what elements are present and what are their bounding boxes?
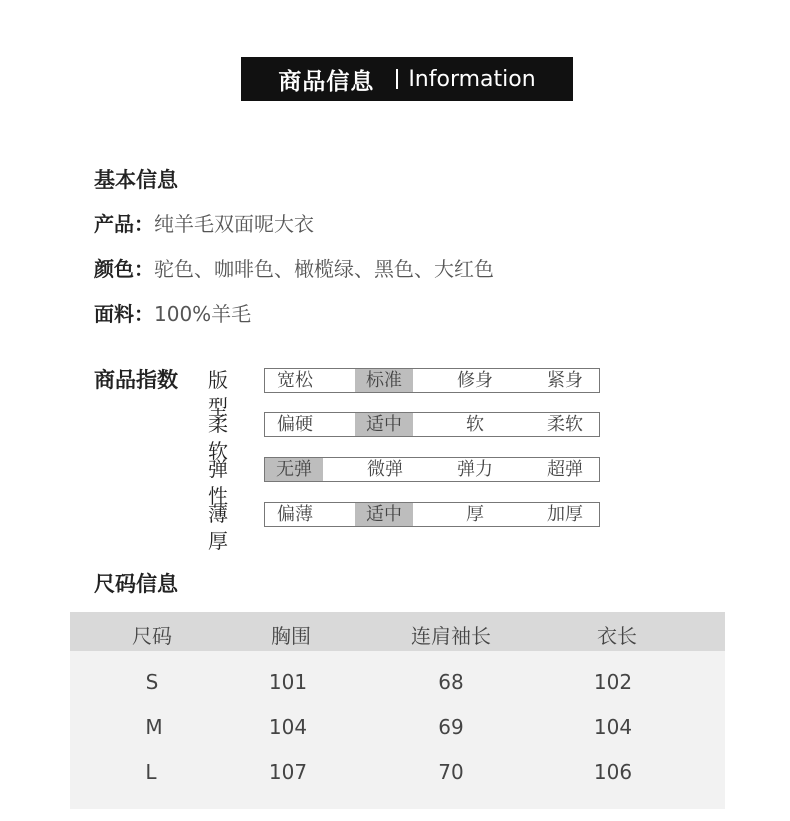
index-row-label: 薄厚 <box>208 502 228 553</box>
table-cell: L <box>145 760 157 784</box>
scale-option: 加厚 <box>547 504 583 525</box>
column-header-chest: 胸围 <box>271 624 311 648</box>
index-scale <box>264 412 600 437</box>
size-info-heading: 尺码信息 <box>94 572 178 596</box>
scale-option-selected: 适中 <box>355 503 413 526</box>
product-index-heading: 商品指数 <box>94 368 178 392</box>
index-row-label: 柔软 <box>208 412 228 463</box>
title-cn: 商品信息 <box>278 68 375 95</box>
info-value: 驼色、咖啡色、橄榄绿、黑色、大红色 <box>154 257 494 281</box>
scale-option: 弹力 <box>457 459 493 480</box>
column-header-size: 尺码 <box>132 624 172 648</box>
index-row-label: 弹性 <box>208 457 228 508</box>
title-en: Information <box>408 66 536 92</box>
section-title-banner <box>241 57 573 101</box>
scale-option: 微弹 <box>367 459 403 480</box>
scale-option: 软 <box>466 414 484 435</box>
index-row-label: 版型 <box>208 368 228 419</box>
table-cell: M <box>145 715 163 739</box>
info-line-product <box>94 208 314 237</box>
table-cell: 106 <box>593 760 633 784</box>
title-divider <box>396 69 398 89</box>
info-line-fabric <box>94 298 251 327</box>
table-cell: S <box>145 670 159 694</box>
info-value: 纯羊毛双面呢大衣 <box>154 212 314 236</box>
index-scale <box>264 457 600 482</box>
table-cell: 101 <box>268 670 308 694</box>
scale-option-selected: 标准 <box>355 369 413 392</box>
info-label: 面料： <box>94 302 154 326</box>
column-header-length: 衣长 <box>597 624 637 648</box>
table-cell: 102 <box>593 670 633 694</box>
table-cell: 70 <box>438 760 464 784</box>
scale-option: 宽松 <box>277 370 313 391</box>
scale-option: 柔软 <box>547 414 583 435</box>
scale-option: 超弹 <box>547 459 583 480</box>
scale-option-selected: 无弹 <box>265 458 323 481</box>
scale-option-selected: 适中 <box>355 413 413 436</box>
basic-info-heading: 基本信息 <box>94 168 178 192</box>
scale-option: 紧身 <box>547 370 583 391</box>
table-cell: 104 <box>268 715 308 739</box>
table-cell: 107 <box>268 760 308 784</box>
index-scale <box>264 368 600 393</box>
info-value: 100%羊毛 <box>154 302 252 326</box>
size-table <box>70 612 725 809</box>
table-cell: 68 <box>438 670 464 694</box>
info-line-color <box>94 253 494 282</box>
column-header-sleeve: 连肩袖长 <box>411 624 491 648</box>
scale-option: 厚 <box>466 504 484 525</box>
size-table-header <box>70 612 725 651</box>
table-cell: 104 <box>593 715 633 739</box>
scale-option: 修身 <box>457 370 493 391</box>
index-scale <box>264 502 600 527</box>
info-label: 产品： <box>94 212 154 236</box>
table-cell: 69 <box>438 715 464 739</box>
scale-option: 偏薄 <box>277 504 313 525</box>
scale-option: 偏硬 <box>277 414 313 435</box>
info-label: 颜色： <box>94 257 154 281</box>
